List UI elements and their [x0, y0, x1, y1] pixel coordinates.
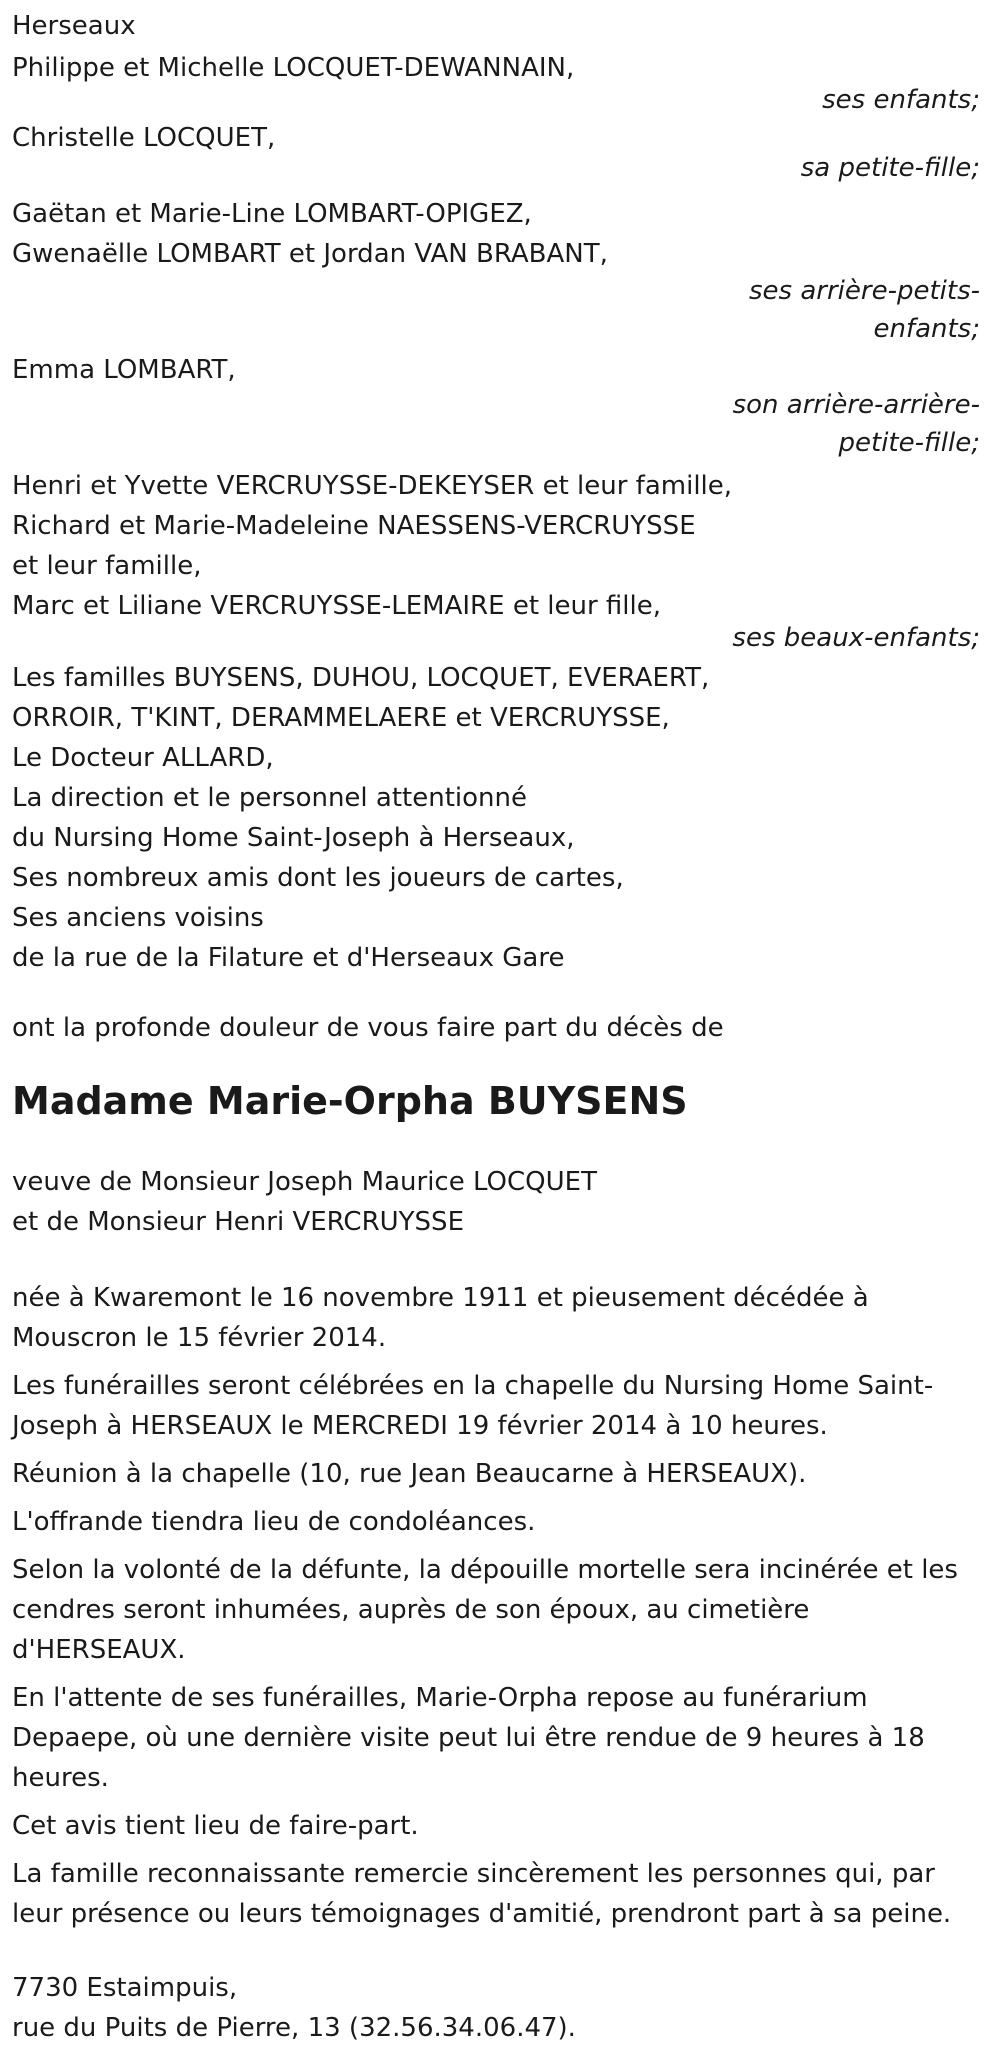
family-name-line: Marc et Liliane VERCRUYSSE-LEMAIRE et leur fille, — [12, 591, 662, 621]
family-name-line: de la rue de la Filature et d'Herseaux Gare — [12, 943, 565, 973]
role-label: son arrière-arrière- — [732, 390, 980, 420]
role-label: ses beaux-enfants; — [732, 623, 980, 653]
role-label: petite-fille; — [838, 428, 980, 458]
paragraph-offering: L'offrande tiendra lieu de condoléances. — [12, 1507, 536, 1537]
family-great-great-granddaughter — [12, 350, 988, 462]
family-name-line: ORROIR, T'KINT, DERAMMELAERE et VERCRUYSSE, — [12, 703, 670, 733]
role-label: ses arrière-petits- — [749, 276, 980, 306]
family-name-line: Philippe et Michelle LOCQUET-DEWANNAIN, — [12, 53, 575, 83]
family-name-line: Gwenaëlle LOMBART et Jordan VAN BRABANT, — [12, 239, 608, 269]
widow-info — [12, 1162, 988, 1242]
family-name-line: Gaëtan et Marie-Line LOMBART-OPIGEZ, — [12, 199, 532, 229]
family-name-line: Ses nombreux amis dont les joueurs de cartes, — [12, 863, 624, 893]
family-name-line: La direction et le personnel attentionné — [12, 783, 527, 813]
family-children — [12, 48, 988, 118]
family-name-line: Le Docteur ALLARD, — [12, 743, 274, 773]
family-name-line: Les familles BUYSENS, DUHOU, LOCQUET, EVERAERT, — [12, 663, 710, 693]
family-great-grandchildren — [12, 194, 988, 348]
family-name-line: Emma LOMBART, — [12, 355, 236, 385]
family-stepchildren — [12, 466, 988, 656]
family-name-line: Christelle LOCQUET, — [12, 123, 276, 153]
paragraph-thanks: La famille reconnaissante remercie sincèrement les personnes qui, par leur présence ou leurs témoignages d'amitié, prendront part à sa peine. — [12, 1859, 952, 1929]
paragraph-gathering: Réunion à la chapelle (10, rue Jean Beaucarne à HERSEAUX). — [12, 1459, 807, 1489]
role-label: sa petite-fille; — [800, 153, 980, 183]
paragraph-cremation: Selon la volonté de la défunte, la dépouille mortelle sera incinérée et les cendres seront inhumées, auprès de son époux, au cimetière d'HERSEAUX. — [12, 1555, 958, 1665]
announcement-text: ont la profonde douleur de vous faire part du décès de — [12, 1013, 724, 1043]
address-line: rue du Puits de Pierre, 13 (32.56.34.06.47). — [12, 2013, 576, 2043]
widow-line: et de Monsieur Henri VERCRUYSSE — [12, 1207, 464, 1237]
family-name-line: Richard et Marie-Madeleine NAESSENS-VERCRUYSSE — [12, 511, 696, 541]
role-label: enfants; — [873, 314, 980, 344]
deceased-name: Madame Marie-Orpha BUYSENS — [12, 1079, 688, 1123]
family-name-line: Henri et Yvette VERCRUYSSE-DEKEYSER et leur famille, — [12, 471, 733, 501]
paragraph-funeral: Les funérailles seront célébrées en la chapelle du Nursing Home Saint-Joseph à HERSEAUX le MERCREDI 19 février 2014 à 10 heures. — [12, 1371, 934, 1441]
family-name-line: et leur famille, — [12, 551, 202, 581]
notice-body — [12, 1278, 982, 1934]
widow-line: veuve de Monsieur Joseph Maurice LOCQUET — [12, 1167, 597, 1197]
place-heading: Herseaux — [12, 11, 136, 41]
contact-address — [12, 1968, 988, 2048]
role-label: ses enfants; — [822, 85, 980, 115]
family-others — [12, 658, 988, 978]
paragraph-notice: Cet avis tient lieu de faire-part. — [12, 1811, 419, 1841]
family-name-line: du Nursing Home Saint-Joseph à Herseaux, — [12, 823, 575, 853]
address-line: 7730 Estaimpuis, — [12, 1973, 238, 2003]
family-name-line: Ses anciens voisins — [12, 903, 264, 933]
paragraph-birth-death: née à Kwaremont le 16 novembre 1911 et pieusement décédée à Mouscron le 15 février 2014. — [12, 1283, 869, 1353]
paragraph-visitation: En l'attente de ses funérailles, Marie-Orpha repose au funérarium Depaepe, où une dernière visite peut lui être rendue de 9 heures à 18 heures. — [12, 1683, 925, 1793]
family-granddaughter — [12, 118, 988, 186]
